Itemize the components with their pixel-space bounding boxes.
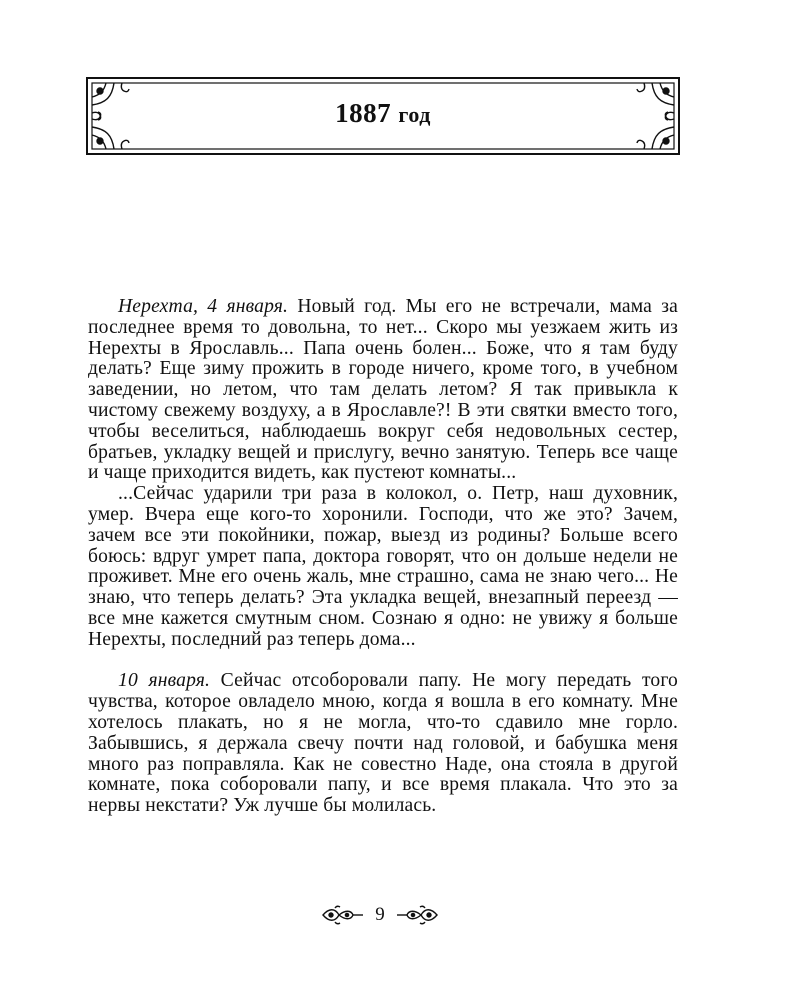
chapter-title <box>86 96 680 132</box>
entry-date: 10 января. <box>118 670 211 692</box>
entry-paragraph <box>88 671 678 817</box>
entry-date: Нерехта, 4 января. <box>118 296 289 317</box>
chapter-header <box>86 77 680 155</box>
entry-separator <box>88 651 678 672</box>
diary-text <box>88 297 678 817</box>
entry-paragraph <box>88 484 678 650</box>
entry-text: Новый год. Мы его не встречали, мама за последнее время то довольна, то нет... Скоро мы уезжаем жить из Нерехты в Ярославль... Папа очень болен... Боже, что я там буду делать? Еще зиму прожить в городе ничего, кроме того, в учебном заведении, но летом, что там делать летом? Я так привыкла к чистому свежему воздуху, а в Ярославле?! В эти святки вместо того, чтобы веселиться, наблюдаешь вокруг себя недовольных сестер, братьев, укладку вещей и прислугу, вечно занятую. Теперь все чаще и чаще приходится видеть, как пустеют комнаты... <box>88 296 678 484</box>
entry-text: Сейчас отсоборовали папу. Не могу передать того чувства, которое овладело мною, когда я вошла в его комнату. Мне хотелось плакать, но я не могла, что-то сдавило мне горло. Забывшись, я держала свечу почти над головой, и бабушка меня много раз поправляла. Как не совестно Наде, она стояла в другой комнате, пока соборовали папу, и все время плакала. Что это за нервы некстати? Уж лучше бы молилась. <box>88 670 678 817</box>
chapter-year: 1887 <box>335 98 392 128</box>
entry-text: ...Сейчас ударили три раза в колокол, о. Петр, наш духовник, умер. Вчера еще кого-то хоронили. Господи, что же это? Зачем, зачем все эти покойники, пожар, выезд из родины? Больше всего боюсь: вдруг умрет папа, доктора говорят, что он дольше недели не проживет. Мне его очень жаль, мне страшно, сама не знаю чего... Не знаю, что теперь делать? Эта укладка вещей, внезапный переезд — все мне кажется смутным сном. Сознаю я одно: не увижу я больше Нерехты, последний раз теперь дома... <box>88 483 678 650</box>
entry-paragraph <box>88 297 678 484</box>
chapter-year-word: год <box>398 102 431 127</box>
left-flourish-icon <box>321 904 365 926</box>
page-number: 9 <box>375 904 385 925</box>
page-footer <box>0 903 800 933</box>
right-flourish-icon <box>395 904 439 926</box>
